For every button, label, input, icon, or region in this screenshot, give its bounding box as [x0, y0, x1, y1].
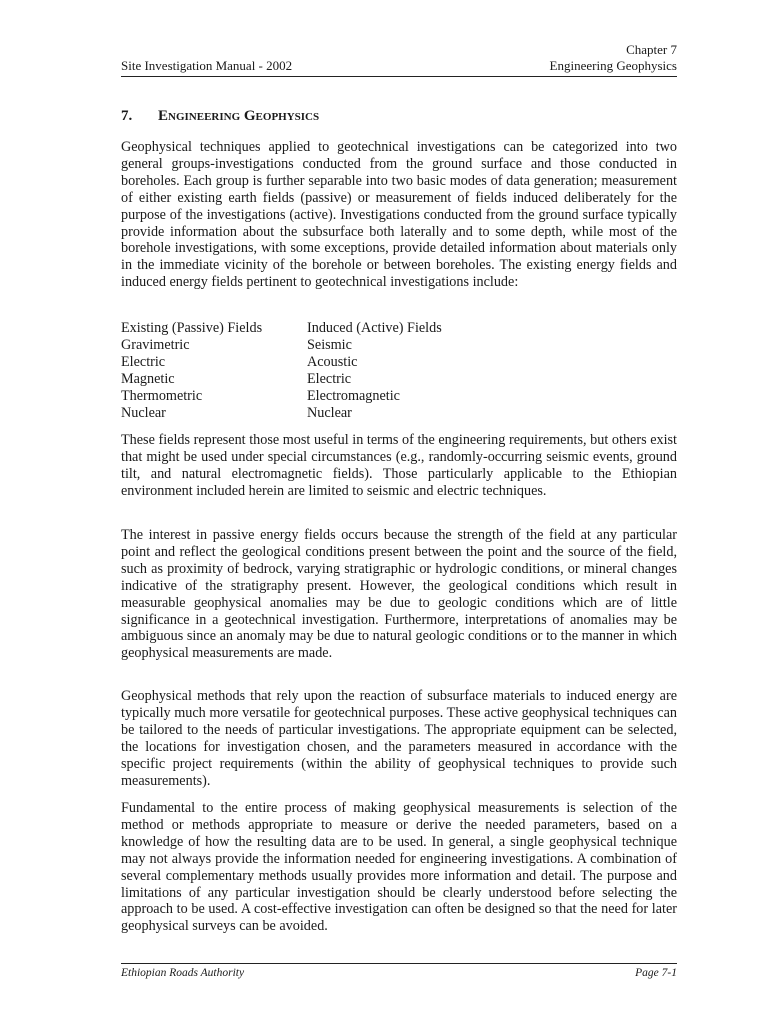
- chapter-number: 7.: [121, 108, 133, 124]
- table-row: [121, 405, 677, 422]
- table-cell: Thermometric: [121, 387, 203, 404]
- table-row: [121, 337, 677, 354]
- fields-table: [121, 320, 677, 421]
- footer-divider: [121, 963, 677, 964]
- paragraph-passive-fields: The interest in passive energy fields occurs because the strength of the field at any particular point and reflect the geological conditions present between the point and the source of the field, such as proximity of bedrock, varying stratigraphic or hydrologic conditions, or mineral changes indicative of the stratigraphy present. However, the geological conditions which result in measurable geophysical anomalies may be due to geologic conditions which are of little significance in a geotechnical investigation. Furthermore, interpretations of anomalies may be ambiguous since an anomaly may be due to natural geologic conditions or to the manner in which geophysical measurements are made.: [121, 527, 677, 662]
- table-cell: Electric: [307, 370, 352, 387]
- paragraph-intro: Geophysical techniques applied to geotechnical investigations can be categorized into two general groups-investigations conducted from the ground surface and those conducted in boreholes. Each group is further separable into two basic modes of data generation; measurement of either existing earth fields (passive) or measurement of fields induced deliberately for the purpose of the investigations (active). Investigations conducted from the ground surface typically provide information about the subsurface both laterally and to some depth, while most of the borehole investigations, with some exceptions, provide detailed information about materials only in the immediate vicinity of the borehole or between boreholes. The existing energy fields and induced energy fields pertinent to geotechnical investigations include:: [121, 139, 677, 291]
- header-chapter: Chapter 7: [626, 42, 677, 57]
- table-cell: Electromagnetic: [307, 387, 400, 404]
- header-divider: [121, 76, 677, 77]
- table-cell: Gravimetric: [121, 336, 190, 353]
- table-row: [121, 371, 677, 388]
- footer-organization: Ethiopian Roads Authority: [121, 967, 245, 979]
- page-footer: [121, 966, 677, 980]
- fields-table-header: [121, 320, 677, 337]
- column-header-active: Induced (Active) Fields: [307, 320, 442, 336]
- table-row: [121, 354, 677, 371]
- paragraph-active-methods: Geophysical methods that rely upon the reaction of subsurface materials to induced energy are typically much more versatile for geotechnical purposes. These active geophysical techniques can be tailored to the needs of particular investigations. The appropriate equipment can be selected, the locations for investigation chosen, and the parameters measured in accordance with the specific project requirements (within the ability of geophysical techniques to provide such measurements).: [121, 688, 677, 789]
- table-row: [121, 388, 677, 405]
- header-manual-title: Site Investigation Manual - 2002: [121, 58, 293, 73]
- table-cell: Magnetic: [121, 370, 175, 387]
- column-header-passive: Existing (Passive) Fields: [121, 320, 263, 336]
- table-cell: Seismic: [307, 336, 352, 353]
- paragraph-method-selection: Fundamental to the entire process of making geophysical measurements is selection of the method or methods appropriate to measure or derive the needed parameters, based on a knowledge of how the resulting data are to be used. In general, a single geophysical technique may not always provide the information needed for engineering investigations. A combination of several complementary methods usually provides more information and detail. The purpose and limitations of any particular investigation should be clearly understood before selecting the approach to be used. A cost-effective investigation can often be designed so that the need for later geophysical surveys can be avoided.: [121, 800, 677, 935]
- header-section-title: Engineering Geophysics: [549, 58, 677, 73]
- chapter-heading: [121, 106, 319, 126]
- table-cell: Acoustic: [307, 353, 358, 370]
- footer-page-number: Page 7-1: [635, 967, 677, 979]
- table-cell: Electric: [121, 353, 166, 370]
- document-page: [121, 0, 677, 1024]
- table-cell: Nuclear: [307, 404, 352, 421]
- paragraph-fields-represent: These fields represent those most useful in terms of the engineering requirements, but others exist that might be used under special circumstances (e.g., randomly-occurring seismic events, ground tilt, and natural electromagnetic fields). Those particularly applicable to the Ethiopian environment included herein are limited to seismic and electric techniques.: [121, 432, 677, 499]
- page-header: [121, 58, 677, 74]
- chapter-title: Engineering Geophysics: [158, 108, 320, 124]
- table-cell: Nuclear: [121, 404, 166, 421]
